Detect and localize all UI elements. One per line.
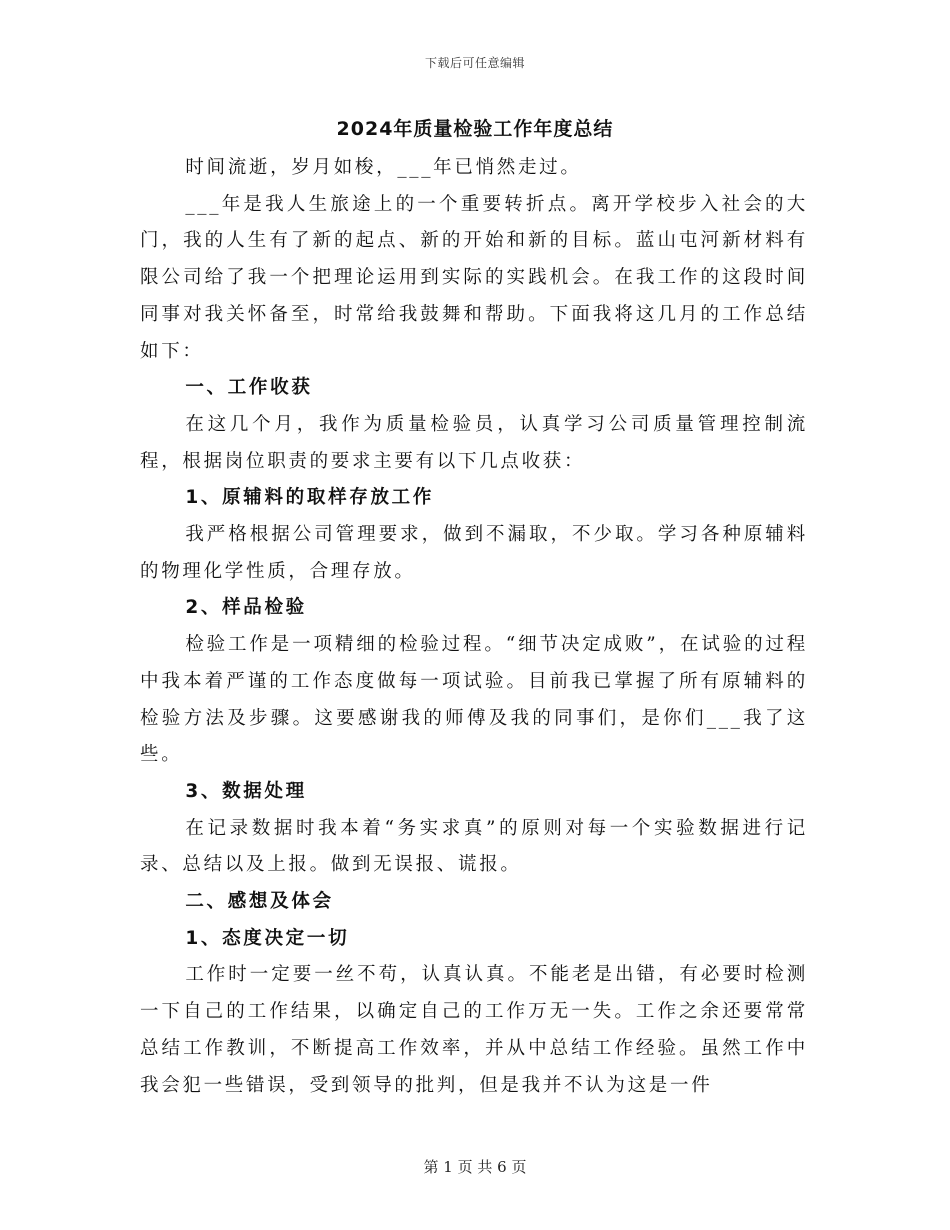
page-header: 下载后可任意编辑 [424, 56, 525, 70]
paragraph: 时间流逝，岁月如梭，___年已悄然走过。 [185, 157, 582, 178]
page-number: 第 1 页 共 6 页 [423, 1158, 527, 1176]
section-heading: 二、感想及体会 [185, 891, 334, 913]
section-heading: 一、工作收获 [185, 377, 313, 399]
paragraph: 在这几个月，我作为质量检验员，认真学习公司质量管理控制流程，根据岗位职责的要求主要有以下几点收获： [140, 413, 808, 472]
paragraph: 检验工作是一项精细的检验过程。“细节决定成败”，在试验的过程中我本着严谨的工作态度做每一项试验。目前我已掌握了所有原辅料的检验方法及步骤。这要感谢我的师傅及我的同事们，是你们___我了这些。 [140, 634, 808, 766]
document-body [140, 150, 808, 1104]
paragraph: 我严格根据公司管理要求，做到不漏取，不少取。学习各种原辅料的物理化学性质，合理存放。 [140, 524, 808, 582]
subsection-heading: 2、样品检验 [185, 597, 307, 619]
subsection-heading: 1、态度决定一切 [185, 927, 350, 949]
document-title: 2024年质量检验工作年度总结 [336, 118, 614, 140]
subsection-heading: 1、原辅料的取样存放工作 [185, 487, 435, 509]
paragraph: 工作时一定要一丝不苟，认真认真。不能老是出错，有必要时检测一下自己的工作结果，以确定自己的工作万无一失。工作之余还要常常总结工作教训，不断提高工作效率，并从中总结工作经验。虽然工作中我会犯一些错误，受到领导的批判，但是我并不认为这是一件 [140, 964, 808, 1096]
subsection-heading: 3、数据处理 [185, 780, 307, 802]
paragraph: 在记录数据时我本着“务实求真”的原则对每一个实验数据进行记录、总结以及上报。做到无误报、谎报。 [140, 817, 808, 876]
paragraph: ___年是我人生旅途上的一个重要转折点。离开学校步入社会的大门，我的人生有了新的起点、新的开始和新的目标。蓝山屯河新材料有限公司给了我一个把理论运用到实际的实践机会。在我工作的这段时间同事对我关怀备至，时常给我鼓舞和帮助。下面我将这几月的工作总结如下： [140, 193, 808, 362]
